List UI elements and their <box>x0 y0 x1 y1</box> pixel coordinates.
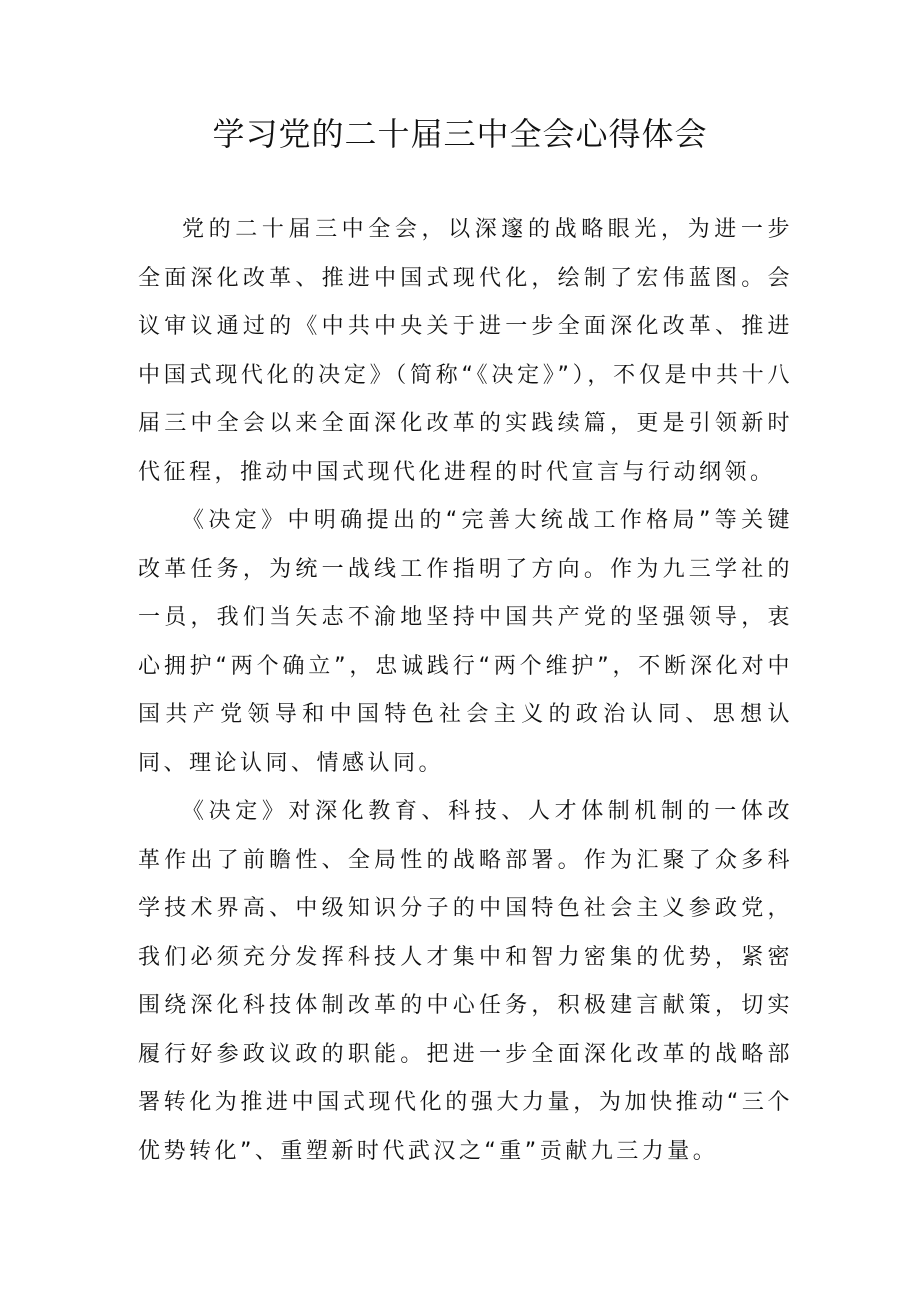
paragraph-3: 《决定》对深化教育、科技、人才体制机制的一体改革作出了前瞻性、全局性的战略部署。作为汇聚了众多科学技术界高、中级知识分子的中国特色社会主义参政党，我们必须充分发挥科技人才集中和智力密集的优势，紧密围绕深化科技体制改革的中心任务，积极建言献策，切实履行好参政议政的职能。把进一步全面深化改革的战略部署转化为推进中国式现代化的强大力量，为加快推动“三个优势转化”、重塑新时代武汉之“重”贡献九三力量。 <box>138 799 793 1164</box>
paragraph-2: 《决定》中明确提出的“完善大统战工作格局”等关键改革任务，为统一战线工作指明了方向。作为九三学社的一员，我们当矢志不渝地坚持中国共产党的坚强领导，衷心拥护“两个确立”，忠诚践行“两个维护”，不断深化对中国共产党领导和中国特色社会主义的政治认同、思想认同、理论认同、情感认同。 <box>138 508 793 776</box>
document-title: 学习党的二十届三中全会心得体会 <box>212 115 708 153</box>
document-body <box>138 206 793 1176</box>
paragraph-1: 党的二十届三中全会，以深邃的战略眼光，为进一步全面深化改革、推进中国式现代化，绘制了宏伟蓝图。会议审议通过的《中共中央关于进一步全面深化改革、推进中国式现代化的决定》（简称“《决定》”），不仅是中共十八届三中全会以来全面深化改革的实践续篇，更是引领新时代征程，推动中国式现代化进程的时代宣言与行动纲领。 <box>138 217 793 485</box>
